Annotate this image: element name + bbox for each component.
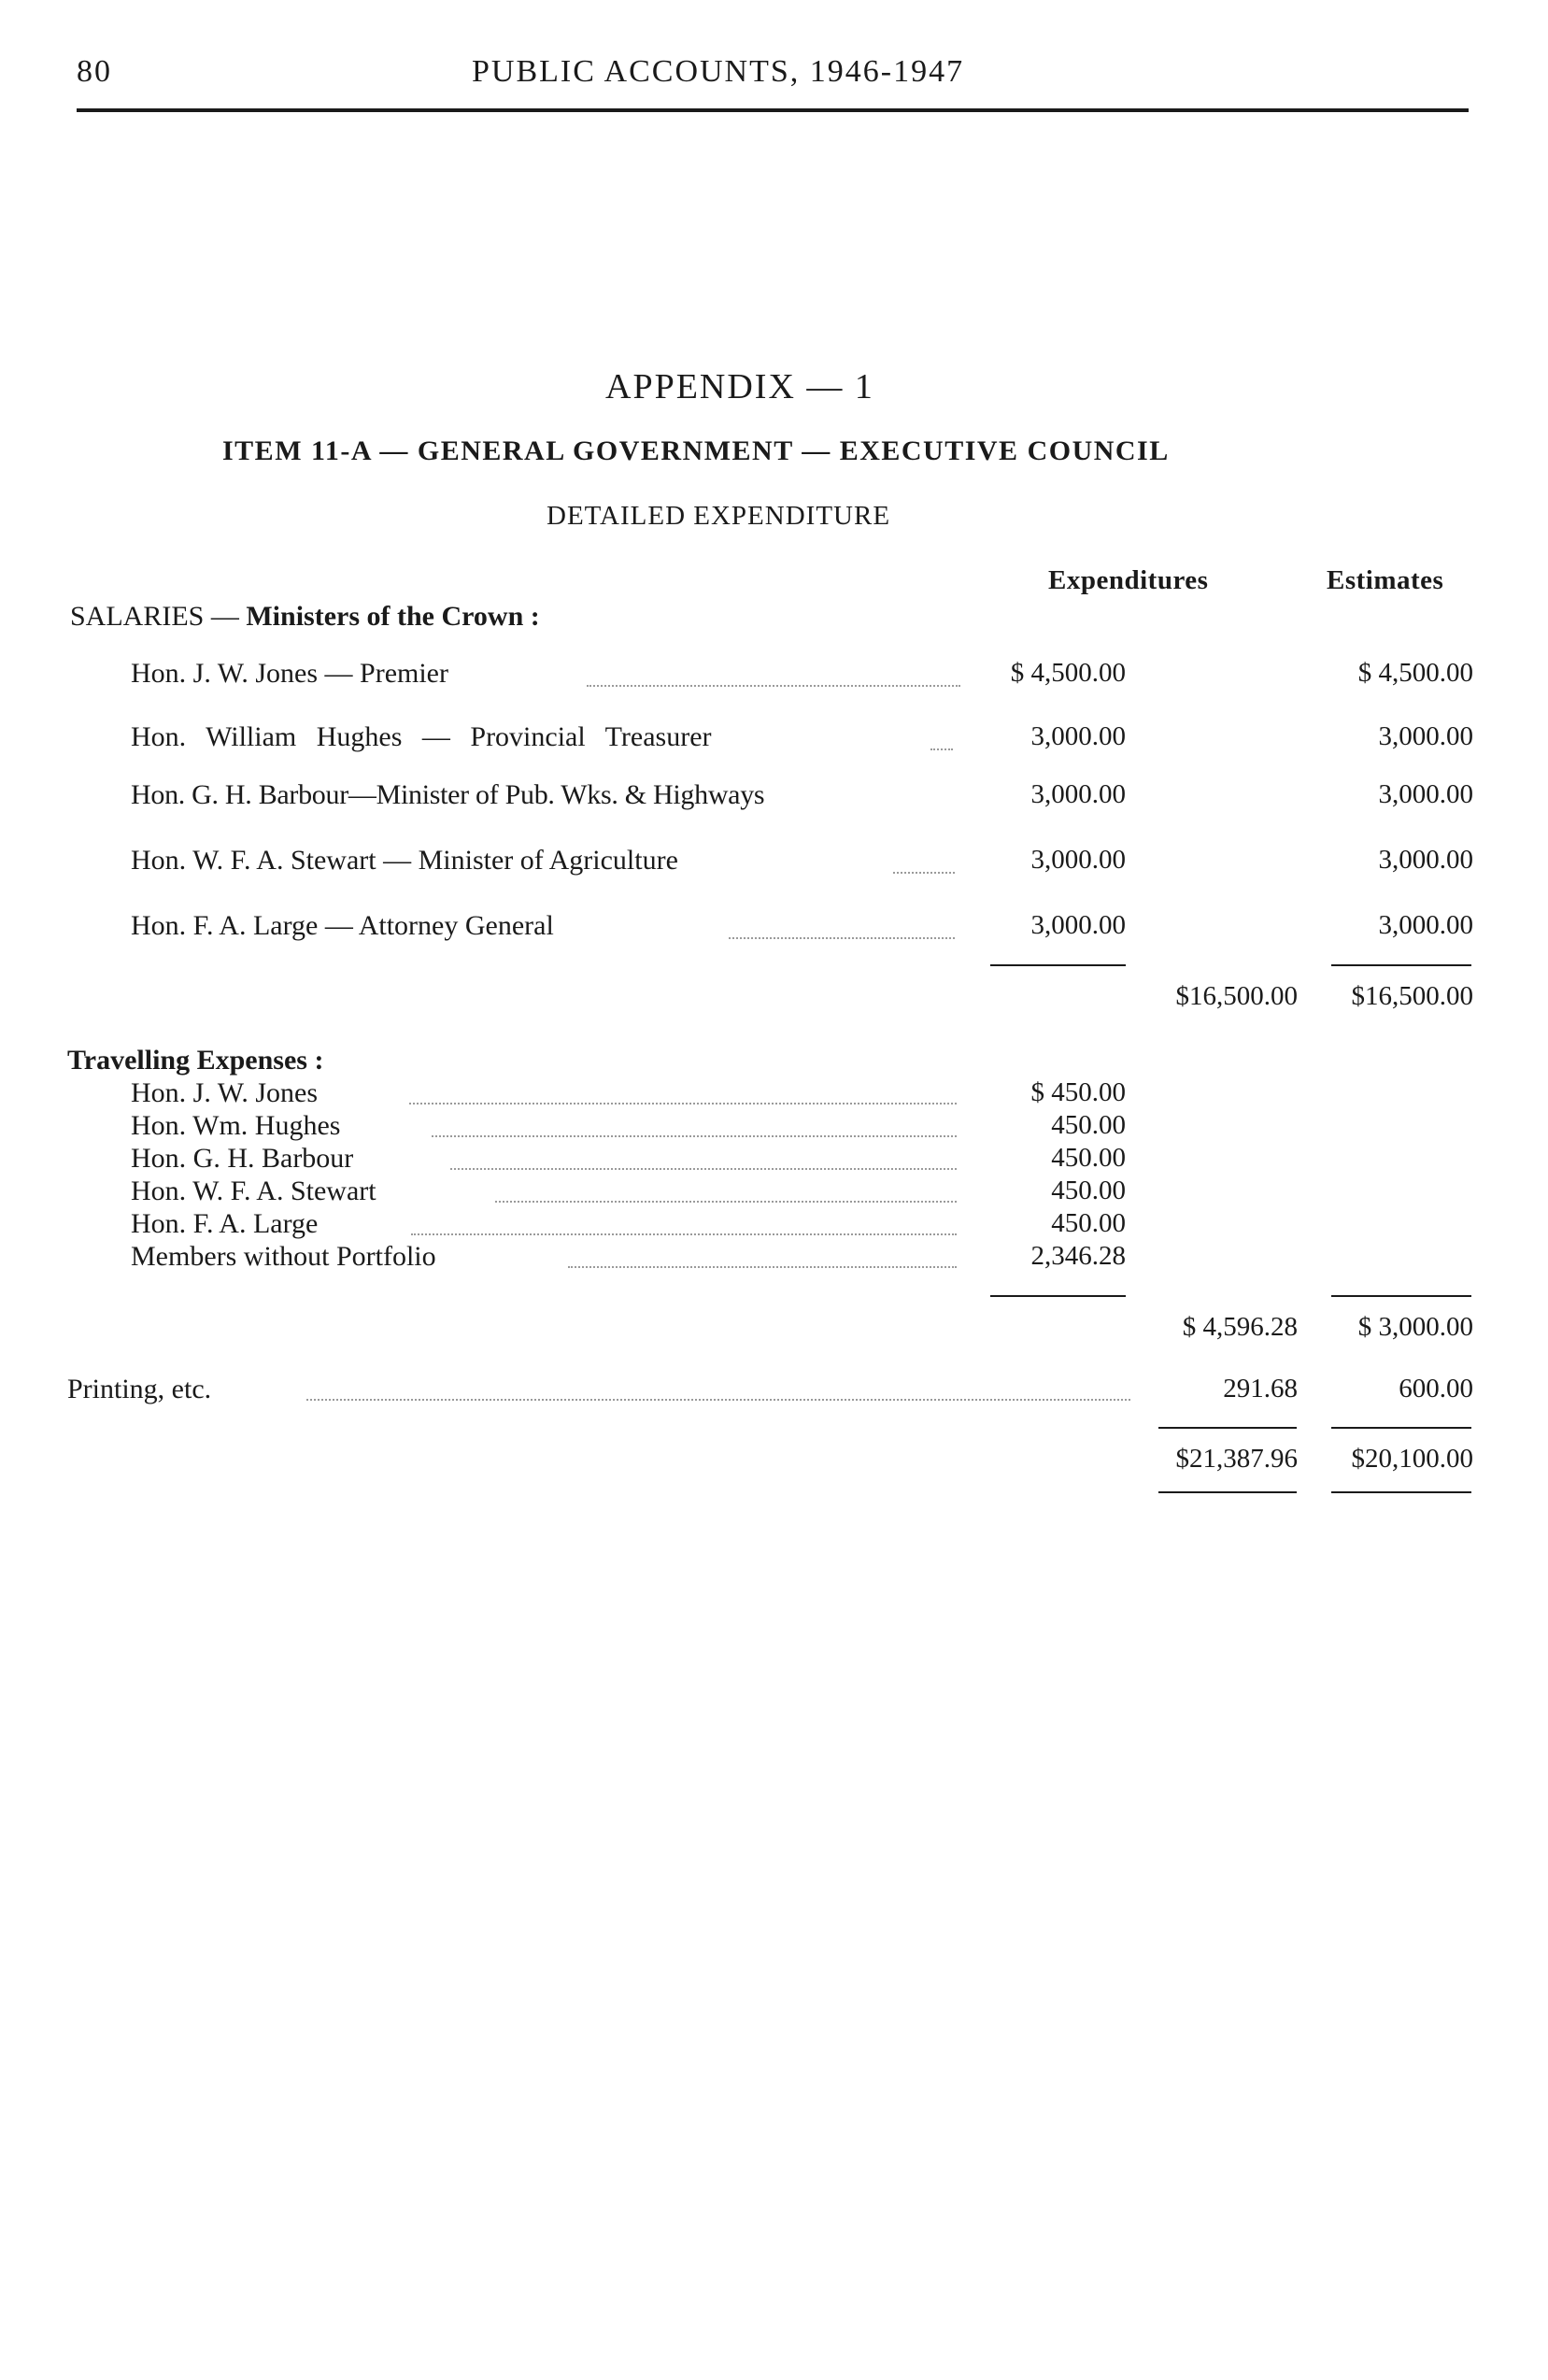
- running-title: PUBLIC ACCOUNTS, 1946-1947: [472, 54, 965, 89]
- travel-row-amount: 450.00: [1051, 1110, 1126, 1140]
- printing-estimate: 600.00: [1399, 1374, 1473, 1404]
- travel-row-amount: 450.00: [1051, 1143, 1126, 1173]
- travel-row-label: Members without Portfolio: [131, 1241, 436, 1272]
- page-number: 80: [77, 54, 112, 89]
- dot-leader: [729, 937, 955, 939]
- salary-row-estimate: $ 4,500.00: [1357, 658, 1473, 688]
- travelling-total-estimate: $ 3,000.00: [1357, 1312, 1473, 1342]
- salary-row-amount: 3,000.00: [1030, 779, 1126, 809]
- travel-row-label: Hon. Wm. Hughes: [131, 1110, 341, 1141]
- travel-row-label: Hon. J. W. Jones: [131, 1077, 319, 1108]
- salary-row-label: Hon. William Hughes — Provincial Treasurer: [131, 721, 712, 752]
- grand-total-estimate: $20,100.00: [1351, 1444, 1473, 1474]
- dot-leader: [930, 748, 953, 750]
- salary-row-estimate: 3,000.00: [1378, 845, 1473, 875]
- printing-label: Printing, etc.: [67, 1374, 212, 1404]
- total-line: [990, 964, 1126, 966]
- salaries-heading: [70, 601, 540, 633]
- dot-leader: [587, 685, 960, 687]
- salaries-total-estimate: $16,500.00: [1351, 981, 1473, 1011]
- salary-row-label: Hon. J. W. Jones — Premier: [131, 658, 448, 689]
- travel-row-amount: 450.00: [1051, 1176, 1126, 1205]
- ministers-heading: Ministers of the Crown :: [246, 601, 540, 632]
- total-line: [1331, 964, 1471, 966]
- dot-leader: [411, 1233, 957, 1235]
- travel-row-amount: $ 450.00: [1030, 1077, 1126, 1107]
- travel-row-amount: 450.00: [1051, 1208, 1126, 1238]
- dot-leader: [893, 872, 955, 874]
- column-header-estimates: Estimates: [1327, 565, 1444, 595]
- appendix-title: APPENDIX — 1: [605, 367, 874, 406]
- double-rule: [1158, 1491, 1297, 1493]
- travel-row-amount: 2,346.28: [1030, 1241, 1126, 1271]
- travel-row-label: Hon. W. F. A. Stewart: [131, 1176, 376, 1206]
- header-rule: [77, 108, 1469, 112]
- travelling-total-expenditure: $ 4,596.28: [1182, 1312, 1298, 1342]
- double-rule: [1331, 1491, 1471, 1493]
- dot-leader: [432, 1135, 957, 1137]
- salary-row-amount: $ 4,500.00: [1010, 658, 1126, 688]
- column-header-expenditures: Expenditures: [1048, 565, 1209, 595]
- salary-row-estimate: 3,000.00: [1378, 721, 1473, 751]
- dot-leader: [450, 1168, 957, 1170]
- grand-total-expenditure: $21,387.96: [1175, 1444, 1298, 1474]
- salary-row-amount: 3,000.00: [1030, 910, 1126, 940]
- travelling-expenses-heading: Travelling Expenses :: [67, 1045, 324, 1076]
- total-line: [1331, 1295, 1471, 1297]
- salaries-prefix: SALARIES —: [70, 601, 239, 632]
- dot-leader: [409, 1103, 957, 1104]
- salary-row-estimate: 3,000.00: [1378, 910, 1473, 940]
- printing-expenditure: 291.68: [1223, 1374, 1298, 1404]
- total-line: [1158, 1427, 1297, 1429]
- salary-row-label: Hon. G. H. Barbour—Minister of Pub. Wks. & Highways: [131, 779, 765, 810]
- salary-row-label: Hon. W. F. A. Stewart — Minister of Agriculture: [131, 845, 678, 876]
- salary-row-estimate: 3,000.00: [1378, 779, 1473, 809]
- dot-leader: [568, 1266, 957, 1268]
- total-line: [1331, 1427, 1471, 1429]
- salary-row-amount: 3,000.00: [1030, 845, 1126, 875]
- salary-row-amount: 3,000.00: [1030, 721, 1126, 751]
- item-subtitle: ITEM 11-A — GENERAL GOVERNMENT — EXECUTIVE COUNCIL: [222, 435, 1170, 466]
- travel-row-label: Hon. F. A. Large: [131, 1208, 319, 1239]
- total-line: [990, 1295, 1126, 1297]
- travel-row-label: Hon. G. H. Barbour: [131, 1143, 354, 1174]
- salary-row-label: Hon. F. A. Large — Attorney General: [131, 910, 554, 941]
- detailed-expenditure-heading: DETAILED EXPENDITURE: [547, 501, 891, 531]
- salaries-total-expenditure: $16,500.00: [1175, 981, 1298, 1011]
- dot-leader: [306, 1399, 1130, 1401]
- dot-leader: [495, 1201, 957, 1203]
